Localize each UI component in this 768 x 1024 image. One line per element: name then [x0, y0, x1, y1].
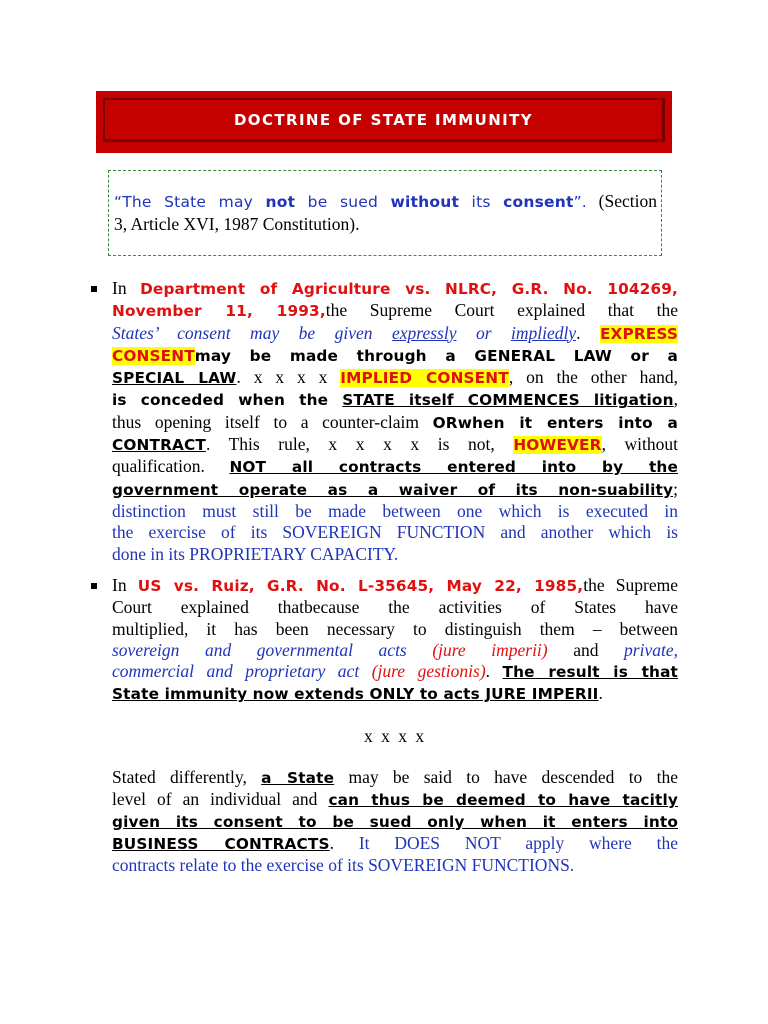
quote-part: its	[459, 193, 504, 211]
paragraph-dept-agriculture	[112, 278, 678, 565]
quote-citation: (Section	[586, 191, 657, 211]
text-run: .	[598, 683, 603, 704]
case-citation: Department of Agriculture vs. NLRC, G.R. No. 104269,	[140, 280, 679, 298]
text-run: In	[112, 575, 138, 595]
text-run: may be made through a GENERAL LAW or a	[194, 346, 678, 365]
text-run: .	[329, 832, 359, 853]
title-frame	[103, 98, 665, 142]
text-run: is conceded when the	[112, 391, 343, 410]
quote-part: not	[265, 193, 296, 211]
text-run: States’ consent may be given	[112, 322, 393, 343]
text-run: commercial and proprietary act	[112, 661, 372, 682]
quote-part: be sued	[295, 193, 391, 211]
document-title: DOCTRINE OF STATE IMMUNITY	[233, 110, 534, 129]
text-run: , on the other hand,	[508, 367, 678, 388]
text-line: distinction must still be made between one which is executed in	[112, 500, 678, 521]
text-run: qualification.	[112, 456, 230, 477]
highlight-implied-consent: IMPLIED CONSENT	[340, 369, 509, 388]
text-line: given its consent to be sued only when it enters into	[112, 812, 678, 831]
text-run: private,	[624, 639, 678, 660]
text-run: Stated differently,	[112, 767, 262, 787]
text-run: In	[112, 278, 141, 298]
text-run: impliedly	[510, 322, 577, 343]
case-date: November 11, 1993,	[112, 302, 326, 321]
highlight-however: HOWEVER	[513, 436, 602, 455]
paragraph-stated-differently	[112, 767, 678, 876]
case-citation: US vs. Ruiz, G.R. No. L-35645, May 22, 1985,	[137, 577, 584, 595]
text-run: may be said to have descended to the	[334, 767, 678, 787]
text-run: .	[485, 661, 503, 682]
section-separator: x x x x	[364, 726, 427, 746]
text-run: can thus be deemed to have tacitly	[328, 791, 679, 810]
text-run: . x x x x	[236, 367, 341, 388]
constitution-quote-box	[108, 170, 662, 256]
paragraph-us-vs-ruiz	[112, 575, 678, 706]
text-run: The result is that	[502, 663, 679, 682]
quote-part: without	[390, 193, 460, 211]
text-run: the Supreme	[583, 575, 679, 595]
text-run: thus opening itself to a counter-claim	[112, 411, 433, 432]
text-line: multiplied, it has been necessary to distinguish them – between	[112, 618, 678, 639]
highlight-consent: CONSENT	[112, 346, 195, 365]
text-run: . This rule, x x x x is not,	[205, 434, 514, 455]
bullet-marker	[91, 286, 97, 292]
highlight-express: EXPRESS	[599, 324, 679, 343]
text-run: government operate as a waiver of its non-suability	[112, 480, 674, 499]
text-run: the Supreme Court explained that the	[325, 300, 678, 321]
text-run: NOT all contracts entered into by the	[229, 458, 678, 477]
text-run: sovereign and governmental acts	[112, 639, 433, 660]
text-run: or	[456, 322, 511, 343]
quote-part: consent	[503, 193, 574, 211]
text-line: contracts relate to the exercise of its SOVEREIGN FUNCTIONS.	[112, 855, 575, 876]
text-run: CONTRACT	[112, 436, 206, 455]
text-run: when it enters into a	[457, 413, 678, 432]
text-line: done in its PROPRIETARY CAPACITY.	[112, 543, 399, 564]
text-run: ,	[673, 389, 678, 410]
text-run: STATE itself COMMENCES litigation	[342, 391, 674, 410]
text-run: (jure imperii)	[432, 639, 548, 660]
quote-part: “The State may	[114, 193, 266, 211]
text-run: ;	[673, 478, 678, 499]
constitution-quote	[114, 190, 657, 235]
text-run: a State	[261, 769, 335, 787]
text-run: State immunity now extends ONLY to acts JURE IMPERII	[112, 685, 599, 704]
text-run: .	[576, 322, 600, 343]
bullet-marker	[91, 583, 97, 589]
text-run: SPECIAL LAW	[112, 369, 237, 388]
text-run: level of an individual and	[112, 789, 329, 810]
text-run: expressly	[392, 322, 457, 343]
title-banner	[96, 91, 672, 153]
quote-citation-line: 3, Article XVI, 1987 Constitution).	[114, 214, 360, 234]
text-line: the exercise of its SOVEREIGN FUNCTION and another which is	[112, 522, 678, 543]
text-run: and	[547, 639, 625, 660]
text-line: Court explained thatbecause the activities of States have	[112, 597, 678, 618]
text-run: BUSINESS CONTRACTS	[112, 834, 330, 853]
text-run: OR	[432, 413, 458, 432]
quote-part: ”.	[573, 193, 587, 211]
text-run: (jure gestionis)	[371, 661, 486, 682]
text-run: It DOES NOT apply where the	[358, 832, 678, 853]
text-run: , without	[601, 434, 678, 455]
